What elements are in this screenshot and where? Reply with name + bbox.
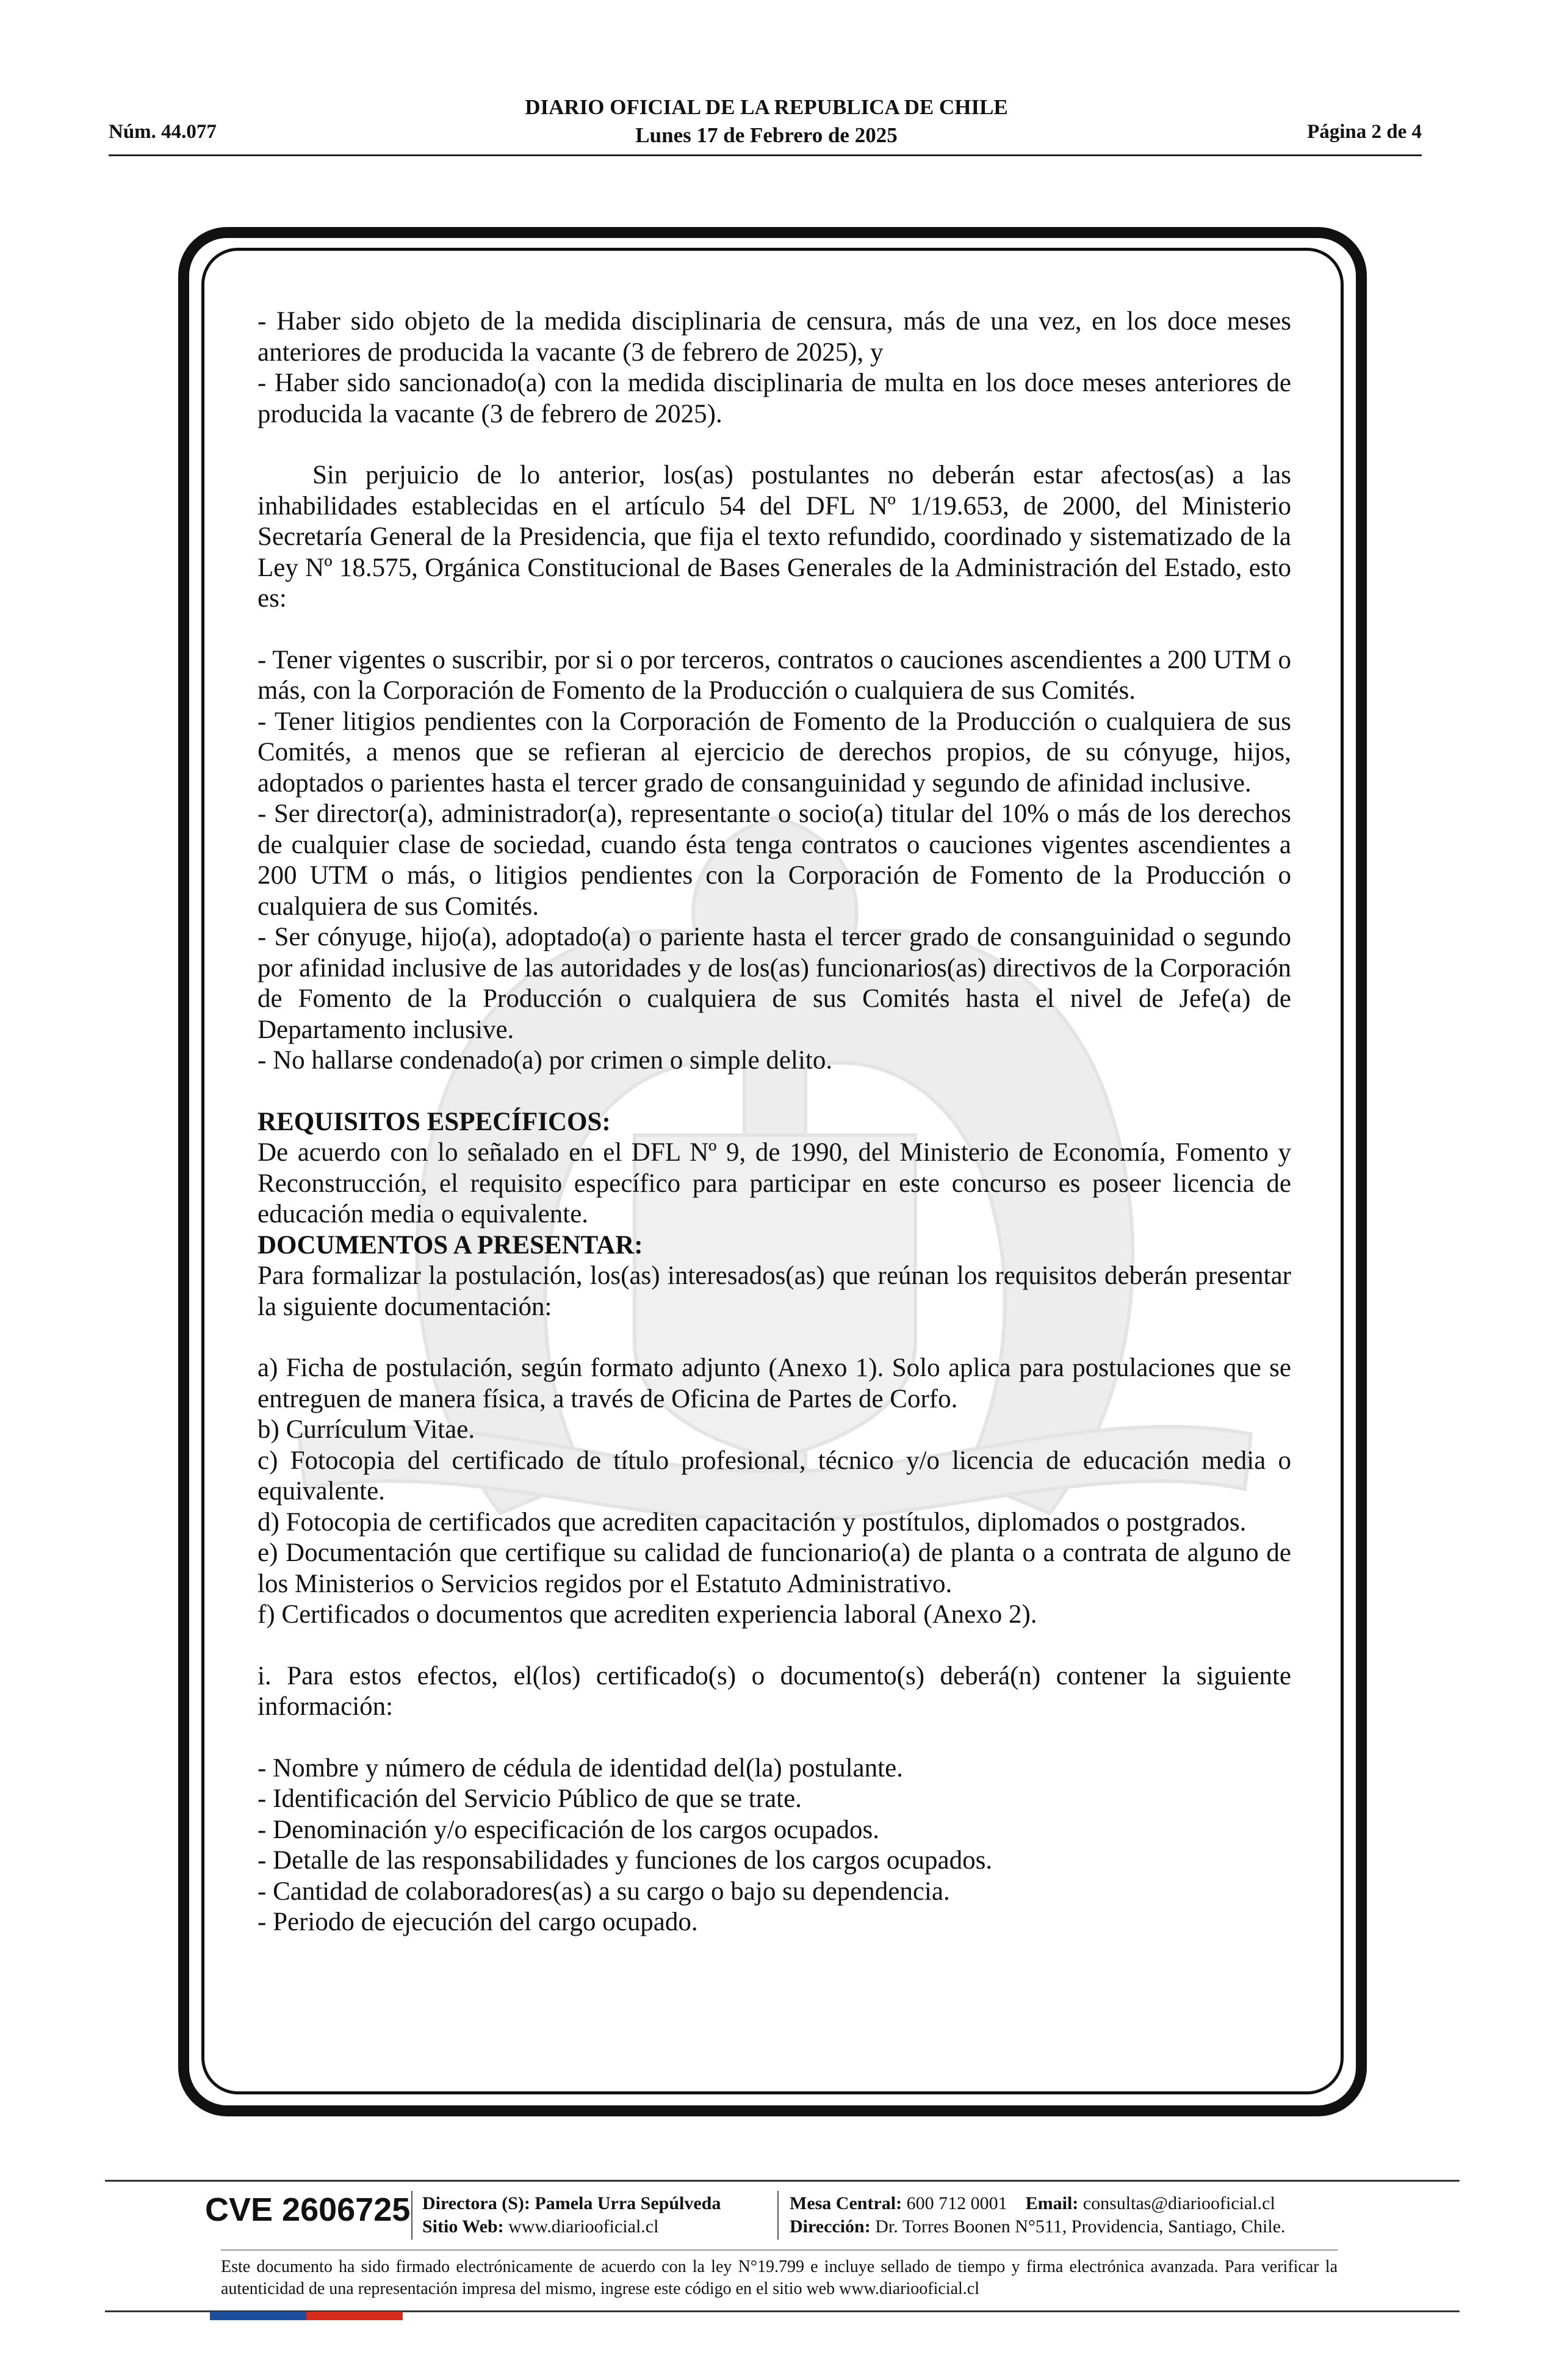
direccion-value: Dr. Torres Boonen N°511, Providencia, Santiago, Chile. bbox=[875, 2216, 1286, 2237]
footer-contact-left bbox=[422, 2192, 721, 2238]
list-item: - Nombre y número de cédula de identidad del(la) postulante. bbox=[258, 1753, 903, 1783]
list-item: - Identificación del Servicio Público de que se trate. bbox=[258, 1784, 802, 1813]
directora-name: Pamela Urra Sepúlveda bbox=[535, 2193, 721, 2213]
direccion-label: Dirección: bbox=[790, 2216, 871, 2237]
legal-notice: Este documento ha sido firmado electrónicamente de acuerdo con la ley N°19.799 e incluye sellado de tiempo y firma electrónica avanzada. Para verificar la autenticidad de una representación impresa del mismo, ingrese este código en el sitio web www.diariooficial.cl bbox=[221, 2257, 1338, 2298]
page-indicator: Página 2 de 4 bbox=[1307, 121, 1422, 143]
email-link[interactable]: consultas@diariooficial.cl bbox=[1082, 2193, 1275, 2213]
list-item: - Ser director(a), administrador(a), representante o socio(a) titular del 10% o más de los derechos de cualquier clase de sociedad, cuando ésta tenga contratos o cauciones vigentes ascendientes a 200 UTM o más, o litigios pendientes con la Corporación de Fomento de la Producción o cualquiera de sus Comités. bbox=[258, 799, 1291, 921]
flag-stripe-red bbox=[306, 2312, 403, 2320]
masthead bbox=[0, 93, 1533, 150]
list-item: - No hallarse condenado(a) por crimen o simple delito. bbox=[258, 1046, 833, 1075]
sitio-link[interactable]: www.diariooficial.cl bbox=[508, 2216, 659, 2237]
footer-mid-rule bbox=[221, 2249, 1338, 2251]
footer-separator bbox=[777, 2191, 779, 2240]
footer-separator bbox=[411, 2191, 412, 2240]
list-item: f) Certificados o documentos que acrediten experiencia laboral (Anexo 2). bbox=[258, 1600, 1037, 1629]
issue-number: Núm. 44.077 bbox=[109, 121, 217, 143]
paragraph: De acuerdo con lo señalado en el DFL Nº 9, de 1990, del Ministerio de Economía, Fomento y Reconstrucción, el requisito específico para participar en este concurso es poseer licencia de educación media o equivalente. bbox=[258, 1138, 1291, 1228]
paragraph: - Haber sido sancionado(a) con la medida disciplinaria de multa en los doce meses anteriores de producida la vacante (3 de febrero de 2025). bbox=[258, 369, 1291, 428]
document-body bbox=[258, 306, 1291, 1938]
list-item: - Denominación y/o especificación de los cargos ocupados. bbox=[258, 1815, 879, 1844]
list-item: a) Ficha de postulación, según formato adjunto (Anexo 1). Solo aplica para postulaciones que se entreguen de manera física, a través de Oficina de Partes de Corfo. bbox=[258, 1354, 1291, 1413]
footer-top-rule bbox=[105, 2180, 1460, 2182]
list-item: - Tener litigios pendientes con la Corporación de Fomento de la Producción o cualquiera de sus Comités, a menos que se refieran al ejercicio de derechos propios, de su cónyuge, hijos, adoptados o parientes hasta el tercer grado de consanguinidad y segundo de afinidad inclusive. bbox=[258, 707, 1291, 798]
mesa-phone: 600 712 0001 bbox=[906, 2193, 1007, 2213]
paragraph: - Haber sido objeto de la medida disciplinaria de censura, más de una vez, en los doce meses anteriores de producida la vacante (3 de febrero de 2025), y bbox=[258, 307, 1291, 367]
list-item: - Ser cónyuge, hijo(a), adoptado(a) o pariente hasta el tercer grado de consanguinidad o segundo por afinidad inclusive de las autoridades y de los(as) funcionarios(as) directivos de la Corporación de Fomento de la Producción o cualquiera de sus Comités hasta el nivel de Jefe(a) de Departamento inclusive. bbox=[258, 923, 1291, 1044]
publication-date: Lunes 17 de Febrero de 2025 bbox=[635, 123, 898, 147]
section-heading: DOCUMENTOS A PRESENTAR: bbox=[258, 1230, 643, 1260]
cve-code: CVE 2606725 bbox=[205, 2191, 411, 2228]
section-heading: REQUISITOS ESPECÍFICOS: bbox=[258, 1107, 611, 1136]
footer-contact-right bbox=[790, 2192, 1286, 2238]
mesa-label: Mesa Central: bbox=[790, 2193, 902, 2213]
flag-stripe-blue bbox=[210, 2312, 306, 2320]
list-item: d) Fotocopia de certificados que acrediten capacitación y postítulos, diplomados o postgrados. bbox=[258, 1507, 1247, 1537]
publication-title: DIARIO OFICIAL DE LA REPUBLICA DE CHILE bbox=[525, 95, 1008, 119]
list-item: - Detalle de las responsabilidades y funciones de los cargos ocupados. bbox=[258, 1846, 993, 1875]
list-item: b) Currículum Vitae. bbox=[258, 1415, 475, 1444]
paragraph: i. Para estos efectos, el(los) certificado(s) o documento(s) deberá(n) contener la siguiente información: bbox=[258, 1661, 1291, 1721]
list-item: - Cantidad de colaboradores(as) a su cargo o bajo su dependencia. bbox=[258, 1877, 950, 1906]
paragraph: Para formalizar la postulación, los(as) interesados(as) que reúnan los requisitos deberán presentar la siguiente documentación: bbox=[258, 1261, 1291, 1321]
paragraph: Sin perjuicio de lo anterior, los(as) postulantes no deberán estar afectos(as) a las inhabilidades establecidas en el artículo 54 del DFL Nº 1/19.653, de 2000, del Ministerio Secretaría General de la Presidencia, que fija el texto refundido, coordinado y sistematizado de la Ley Nº 18.575, Orgánica Constitucional de Bases Generales de la Administración del Estado, esto es: bbox=[258, 461, 1291, 613]
email-label: Email: bbox=[1025, 2193, 1079, 2213]
list-item: - Tener vigentes o suscribir, por si o por terceros, contratos o cauciones ascendientes a 200 UTM o más, con la Corporación de Fomento de la Producción o cualquiera de sus Comités. bbox=[258, 645, 1291, 705]
list-item: e) Documentación que certifique su calidad de funcionario(a) de planta o a contrata de alguno de los Ministerios o Servicios regidos por el Estatuto Administrativo. bbox=[258, 1538, 1291, 1598]
list-item: c) Fotocopia del certificado de título profesional, técnico y/o licencia de educación media o equivalente. bbox=[258, 1446, 1291, 1506]
directora-label: Directora (S): bbox=[422, 2193, 530, 2213]
header-divider bbox=[109, 154, 1422, 156]
sitio-label: Sitio Web: bbox=[422, 2216, 504, 2237]
list-item: - Periodo de ejecución del cargo ocupado. bbox=[258, 1908, 698, 1936]
